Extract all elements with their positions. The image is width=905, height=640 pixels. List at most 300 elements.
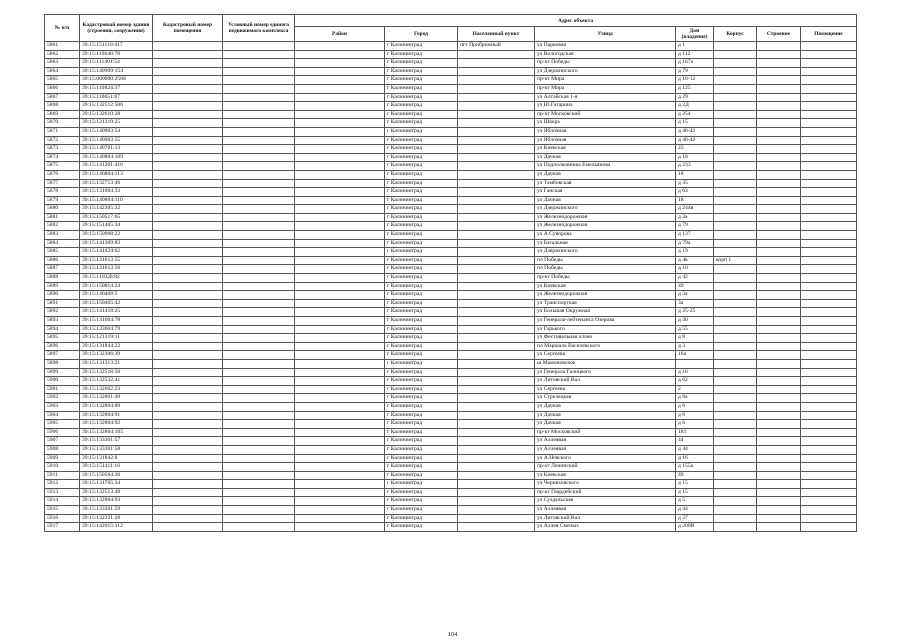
cell-district — [295, 136, 385, 145]
cell-conditional-number — [223, 411, 295, 420]
cell-cadastral-building: 39:15:131842:8 — [80, 454, 153, 463]
cell-cadastral-building: 39:15:141201:416 — [80, 162, 153, 171]
cell-building — [757, 454, 801, 463]
cell-cadastral-room — [153, 76, 223, 85]
cell-cadastral-room — [153, 299, 223, 308]
cell-district — [295, 222, 385, 231]
cell-korpus — [714, 84, 757, 93]
cell-district — [295, 256, 385, 265]
cell-cadastral-room — [153, 454, 223, 463]
cell-num: 5896 — [45, 342, 80, 351]
cell-room — [801, 368, 857, 377]
cell-building — [757, 42, 801, 51]
cell-city: г Калининград — [385, 76, 458, 85]
cell-korpus — [714, 317, 757, 326]
cell-city: г Калининград — [385, 454, 458, 463]
cell-building — [757, 205, 801, 214]
header-city: Город — [385, 27, 458, 42]
table-row — [45, 231, 857, 240]
header-settlement: Населенный пункт — [458, 27, 535, 42]
cell-korpus — [714, 119, 757, 128]
cell-building — [757, 377, 801, 386]
cell-cadastral-building: 39:15:132306:39 — [80, 351, 153, 360]
cell-conditional-number — [223, 308, 295, 317]
cell-korpus — [714, 514, 757, 523]
cell-cadastral-room — [153, 420, 223, 429]
cell-korpus — [714, 170, 757, 179]
cell-city: г Калининград — [385, 110, 458, 119]
cell-city: г Калининград — [385, 445, 458, 454]
cell-city: г Калининград — [385, 394, 458, 403]
cell-settlement — [458, 222, 535, 231]
cell-building — [757, 67, 801, 76]
cell-conditional-number — [223, 385, 295, 394]
cell-conditional-number — [223, 102, 295, 111]
cell-room — [801, 488, 857, 497]
table-row — [45, 454, 857, 463]
cell-district — [295, 463, 385, 472]
cell-district — [295, 119, 385, 128]
cell-building — [757, 222, 801, 231]
cell-city: г Калининград — [385, 497, 458, 506]
cell-num: 5872 — [45, 136, 80, 145]
cell-street: ул А.Суворова — [535, 231, 676, 240]
cell-cadastral-building: 39:15:150908:22 — [80, 231, 153, 240]
cell-num: 5871 — [45, 127, 80, 136]
cell-house: д 233 — [676, 162, 714, 171]
cell-cadastral-building: 39:15:132801:49 — [80, 394, 153, 403]
cell-korpus — [714, 205, 757, 214]
cell-settlement — [458, 93, 535, 102]
cell-building — [757, 342, 801, 351]
cell-num: 5887 — [45, 265, 80, 274]
table-row — [45, 291, 857, 300]
header-cadastral-building: Кадастровый номер здания (строения, сооружения) — [80, 15, 153, 42]
table-row — [45, 127, 857, 136]
cell-house: д 62 — [676, 377, 714, 386]
cell-district — [295, 239, 385, 248]
cell-city: г Калининград — [385, 308, 458, 317]
cell-district — [295, 205, 385, 214]
cell-settlement — [458, 196, 535, 205]
cell-district — [295, 179, 385, 188]
cell-cadastral-building: 39:15:140903:55 — [80, 136, 153, 145]
cell-korpus — [714, 325, 757, 334]
cell-settlement — [458, 377, 535, 386]
cell-cadastral-building: 39:15:131844:22 — [80, 342, 153, 351]
cell-conditional-number — [223, 42, 295, 51]
cell-district — [295, 59, 385, 68]
cell-house: д 6 — [676, 420, 714, 429]
cell-room — [801, 463, 857, 472]
cell-settlement — [458, 325, 535, 334]
cell-district — [295, 420, 385, 429]
cell-cadastral-building: 39:15:121613:56 — [80, 265, 153, 274]
cell-settlement — [458, 428, 535, 437]
cell-city: г Калининград — [385, 514, 458, 523]
cell-room — [801, 420, 857, 429]
cell-korpus — [714, 110, 757, 119]
header-num: № п/п — [45, 15, 80, 42]
cell-korpus — [714, 59, 757, 68]
cell-num: 5914 — [45, 497, 80, 506]
table-row — [45, 497, 857, 506]
cell-building — [757, 145, 801, 154]
cell-num: 5886 — [45, 256, 80, 265]
cell-settlement — [458, 188, 535, 197]
cell-cadastral-room — [153, 471, 223, 480]
cell-city: г Калининград — [385, 196, 458, 205]
cell-city: г Калининград — [385, 84, 458, 93]
cell-conditional-number — [223, 84, 295, 93]
cell-cadastral-room — [153, 394, 223, 403]
cell-conditional-number — [223, 523, 295, 532]
cell-room — [801, 385, 857, 394]
cell-city: г Калининград — [385, 385, 458, 394]
cell-house: д 6 — [676, 411, 714, 420]
cell-city: г Калининград — [385, 127, 458, 136]
cell-room — [801, 334, 857, 343]
cell-building — [757, 274, 801, 283]
cell-korpus — [714, 42, 757, 51]
table-row — [45, 196, 857, 205]
cell-building — [757, 248, 801, 257]
cell-room — [801, 136, 857, 145]
table-row — [45, 308, 857, 317]
cell-cadastral-room — [153, 170, 223, 179]
cell-cadastral-room — [153, 342, 223, 351]
cell-korpus — [714, 471, 757, 480]
cell-korpus — [714, 308, 757, 317]
cell-building — [757, 127, 801, 136]
table-row — [45, 377, 857, 386]
cell-korpus — [714, 299, 757, 308]
cell-house: д 79 — [676, 67, 714, 76]
cell-street: ул Генерала-лейтенанта Озерова — [535, 317, 676, 326]
table-row — [45, 67, 857, 76]
cell-cadastral-room — [153, 248, 223, 257]
registry-sheet — [44, 14, 857, 532]
cell-settlement — [458, 368, 535, 377]
cell-building — [757, 256, 801, 265]
cell-street: пр-кт Победы — [535, 274, 676, 283]
cell-street: ул Аллея Смелых — [535, 523, 676, 532]
cell-settlement — [458, 411, 535, 420]
cell-district — [295, 325, 385, 334]
cell-cadastral-room — [153, 334, 223, 343]
cell-city: г Калининград — [385, 334, 458, 343]
cell-room — [801, 153, 857, 162]
cell-district — [295, 368, 385, 377]
cell-settlement — [458, 463, 535, 472]
cell-num: 5900 — [45, 377, 80, 386]
cell-building — [757, 50, 801, 59]
table-row — [45, 188, 857, 197]
cell-num: 5890 — [45, 291, 80, 300]
cell-conditional-number — [223, 368, 295, 377]
cell-house: д 19 — [676, 248, 714, 257]
cell-cadastral-room — [153, 308, 223, 317]
cell-cadastral-building: 39:15:132518:50 — [80, 368, 153, 377]
cell-cadastral-building: 39:15:132804:91 — [80, 411, 153, 420]
cell-house: 44 — [676, 437, 714, 446]
cell-korpus — [714, 265, 757, 274]
cell-building — [757, 136, 801, 145]
cell-district — [295, 523, 385, 532]
cell-city: г Калининград — [385, 359, 458, 368]
cell-city: г Калининград — [385, 523, 458, 532]
cell-building — [757, 282, 801, 291]
cell-korpus — [714, 411, 757, 420]
cell-district — [295, 454, 385, 463]
cell-num: 5864 — [45, 67, 80, 76]
cell-cadastral-room — [153, 523, 223, 532]
cell-house: д 35 — [676, 179, 714, 188]
cell-settlement — [458, 454, 535, 463]
cell-building — [757, 213, 801, 222]
cell-cadastral-building: 39:15:140909:154 — [80, 67, 153, 76]
cell-street: ул Ю.Гагарина — [535, 102, 676, 111]
table-row — [45, 471, 857, 480]
cell-cadastral-room — [153, 325, 223, 334]
cell-street: ул Литовский Вал — [535, 514, 676, 523]
cell-settlement — [458, 317, 535, 326]
cell-conditional-number — [223, 463, 295, 472]
cell-settlement — [458, 308, 535, 317]
cell-num: 5892 — [45, 308, 80, 317]
cell-cadastral-room — [153, 213, 223, 222]
cell-street: ул Суздальская — [535, 497, 676, 506]
cell-conditional-number — [223, 480, 295, 489]
cell-house: д 5 — [676, 497, 714, 506]
cell-num: 5894 — [45, 325, 80, 334]
cell-settlement — [458, 231, 535, 240]
cell-korpus — [714, 67, 757, 76]
cell-house: д 15 — [676, 480, 714, 489]
cell-building — [757, 506, 801, 515]
cell-house: д 44 — [676, 506, 714, 515]
cell-conditional-number — [223, 274, 295, 283]
cell-building — [757, 351, 801, 360]
cell-building — [757, 84, 801, 93]
cell-city: г Калининград — [385, 170, 458, 179]
cell-city: г Калининград — [385, 119, 458, 128]
cell-room — [801, 248, 857, 257]
cell-city: г Калининград — [385, 153, 458, 162]
cell-house: д 27 — [676, 514, 714, 523]
cell-district — [295, 231, 385, 240]
cell-building — [757, 359, 801, 368]
cell-room — [801, 299, 857, 308]
cell-city: г Калининград — [385, 488, 458, 497]
cell-conditional-number — [223, 127, 295, 136]
cell-cadastral-building: 39:15:132804:89 — [80, 402, 153, 411]
cell-house: д 15 — [676, 119, 714, 128]
cell-cadastral-room — [153, 222, 223, 231]
cell-korpus — [714, 239, 757, 248]
cell-num: 5912 — [45, 480, 80, 489]
cell-conditional-number — [223, 497, 295, 506]
cell-district — [295, 127, 385, 136]
cell-street: ш Мамоновское — [535, 359, 676, 368]
cell-cadastral-room — [153, 377, 223, 386]
cell-conditional-number — [223, 196, 295, 205]
cell-district — [295, 196, 385, 205]
cell-num: 5884 — [45, 239, 80, 248]
cell-cadastral-room — [153, 93, 223, 102]
cell-street: ул Парковая — [535, 42, 676, 51]
cell-district — [295, 76, 385, 85]
cell-cadastral-building: 39:15:121613:55 — [80, 256, 153, 265]
table-row — [45, 325, 857, 334]
cell-room — [801, 342, 857, 351]
cell-korpus — [714, 428, 757, 437]
cell-cadastral-room — [153, 110, 223, 119]
cell-room — [801, 222, 857, 231]
cell-city: г Калининград — [385, 179, 458, 188]
cell-conditional-number — [223, 145, 295, 154]
cell-cadastral-room — [153, 368, 223, 377]
cell-num: 5889 — [45, 282, 80, 291]
cell-city: г Калининград — [385, 205, 458, 214]
cell-building — [757, 497, 801, 506]
cell-city: г Калининград — [385, 50, 458, 59]
cell-street: ул Киевская — [535, 471, 676, 480]
cell-house: д 4в — [676, 256, 714, 265]
cell-conditional-number — [223, 136, 295, 145]
cell-korpus — [714, 445, 757, 454]
cell-house: 2 — [676, 385, 714, 394]
cell-cadastral-building: 39:15:121319:25 — [80, 119, 153, 128]
cell-settlement — [458, 480, 535, 489]
table-row — [45, 222, 857, 231]
cell-korpus — [714, 222, 757, 231]
cell-num: 5873 — [45, 145, 80, 154]
cell-room — [801, 231, 857, 240]
table-row — [45, 162, 857, 171]
cell-settlement — [458, 471, 535, 480]
cell-cadastral-room — [153, 411, 223, 420]
table-row — [45, 445, 857, 454]
cell-district — [295, 351, 385, 360]
cell-street: ул Киевская — [535, 282, 676, 291]
cell-house: д 244в — [676, 205, 714, 214]
cell-city: г Калининград — [385, 136, 458, 145]
cell-cadastral-building: 39:15:132804:93 — [80, 497, 153, 506]
cell-room — [801, 127, 857, 136]
cell-korpus — [714, 248, 757, 257]
cell-cadastral-building: 39:15:110824:37 — [80, 84, 153, 93]
cell-room — [801, 359, 857, 368]
cell-street: пр-кт Гвардейский — [535, 488, 676, 497]
cell-district — [295, 317, 385, 326]
cell-street: ул Фестивальная аллея — [535, 334, 676, 343]
cell-house: д 6 — [676, 402, 714, 411]
cell-street: пл Маршала Василевского — [535, 342, 676, 351]
cell-conditional-number — [223, 213, 295, 222]
cell-house: д 55 — [676, 325, 714, 334]
cell-korpus — [714, 213, 757, 222]
cell-conditional-number — [223, 445, 295, 454]
cell-conditional-number — [223, 222, 295, 231]
cell-cadastral-building: 39:15:150405:42 — [80, 299, 153, 308]
cell-house: д 63 — [676, 188, 714, 197]
table-row — [45, 506, 857, 515]
cell-district — [295, 377, 385, 386]
table-row — [45, 239, 857, 248]
table-body — [45, 42, 857, 532]
cell-cadastral-room — [153, 402, 223, 411]
cell-num: 5880 — [45, 205, 80, 214]
cell-room — [801, 196, 857, 205]
cell-city: г Калининград — [385, 102, 458, 111]
cell-num: 5863 — [45, 59, 80, 68]
cell-cadastral-building: 39:15:140903:54 — [80, 127, 153, 136]
cell-district — [295, 50, 385, 59]
cell-cadastral-room — [153, 445, 223, 454]
cell-room — [801, 84, 857, 93]
cell-district — [295, 213, 385, 222]
cell-cadastral-room — [153, 179, 223, 188]
cell-district — [295, 308, 385, 317]
cell-room — [801, 76, 857, 85]
cell-num: 5901 — [45, 385, 80, 394]
cell-korpus — [714, 497, 757, 506]
cell-num: 5915 — [45, 506, 80, 515]
cell-district — [295, 359, 385, 368]
cell-room — [801, 437, 857, 446]
cell-cadastral-building: 39:15:132804:92 — [80, 420, 153, 429]
cell-district — [295, 437, 385, 446]
cell-cadastral-building: 39:15:141309:83 — [80, 239, 153, 248]
cell-cadastral-building: 39:15:000000:2568 — [80, 76, 153, 85]
cell-building — [757, 153, 801, 162]
table-row — [45, 110, 857, 119]
cell-street: пр-кт Мира — [535, 84, 676, 93]
cell-room — [801, 325, 857, 334]
cell-cadastral-room — [153, 291, 223, 300]
cell-cadastral-building: 39:15:151110:417 — [80, 42, 153, 51]
cell-street: ул Железнодорожная — [535, 213, 676, 222]
cell-house: 49 — [676, 282, 714, 291]
cell-house: д 10 — [676, 265, 714, 274]
cell-num: 5910 — [45, 463, 80, 472]
table-row — [45, 93, 857, 102]
cell-korpus — [714, 377, 757, 386]
cell-room — [801, 377, 857, 386]
cell-num: 5888 — [45, 274, 80, 283]
cell-settlement — [458, 102, 535, 111]
cell-room — [801, 119, 857, 128]
cell-settlement — [458, 274, 535, 283]
cell-district — [295, 145, 385, 154]
cell-conditional-number — [223, 428, 295, 437]
cell-cadastral-room — [153, 145, 223, 154]
cell-street: ул Дачная — [535, 411, 676, 420]
cell-house: д 3 — [676, 342, 714, 351]
cell-num: 5907 — [45, 437, 80, 446]
cell-house: д 137 — [676, 231, 714, 240]
cell-room — [801, 291, 857, 300]
cell-house: д 79а — [676, 239, 714, 248]
cell-city: г Калининград — [385, 299, 458, 308]
cell-cadastral-room — [153, 59, 223, 68]
cell-street: ул Ганская — [535, 188, 676, 197]
cell-house: д 25-25 — [676, 308, 714, 317]
cell-conditional-number — [223, 282, 295, 291]
cell-korpus — [714, 153, 757, 162]
cell-house: д 79 — [676, 222, 714, 231]
